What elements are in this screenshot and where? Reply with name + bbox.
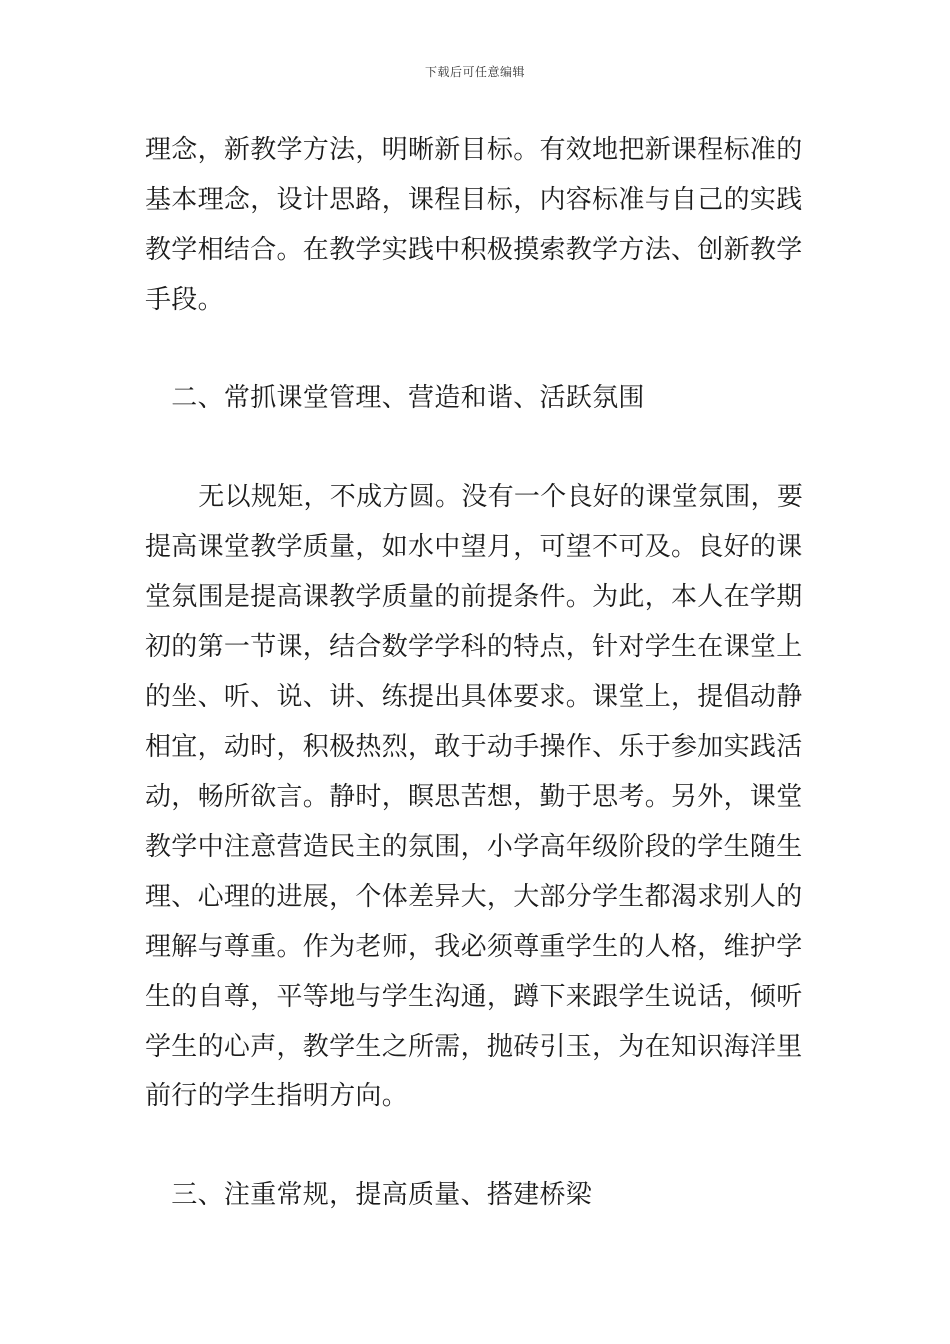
- paragraph-line: 教学中注意营造民主的氛围，小学高年级阶段的学生随生: [145, 832, 803, 862]
- paragraph-line: 理解与尊重。作为老师，我必须尊重学生的人格，维护学: [145, 932, 803, 962]
- paragraph-line: 的坐、听、说、讲、练提出具体要求。课堂上，提倡动静: [145, 682, 803, 712]
- paragraph-line: 理、心理的进展，个体差异大，大部分学生都渴求别人的: [145, 882, 803, 912]
- section-heading: 二、常抓课堂管理、营造和谐、活跃氛围: [145, 383, 645, 413]
- paragraph-line: 提高课堂教学质量，如水中望月，可望不可及。良好的课: [145, 532, 803, 562]
- paragraph-line: 学生的心声，教学生之所需，抛砖引玉，为在知识海洋里: [145, 1032, 803, 1062]
- paragraph-line: 相宜，动时，积极热烈，敢于动手操作、乐于参加实践活: [145, 732, 803, 762]
- paragraph-line: 理念，新教学方法，明晰新目标。有效地把新课程标准的: [145, 135, 803, 165]
- section-heading: 三、注重常规，提高质量、搭建桥梁: [145, 1180, 593, 1210]
- paragraph-line: 教学相结合。在教学实践中积极摸索教学方法、创新教学: [145, 235, 803, 265]
- paragraph-line: 手段。: [145, 285, 224, 315]
- paragraph-line: 初的第一节课，结合数学学科的特点，针对学生在课堂上: [145, 632, 803, 662]
- page-header: 下载后可任意编辑: [424, 65, 525, 79]
- paragraph-line: 动，畅所欲言。静时，瞑思苦想，勤于思考。另外，课堂: [145, 782, 803, 812]
- paragraph-line: 堂氛围是提高课教学质量的前提条件。为此，本人在学期: [145, 582, 803, 612]
- paragraph-line: 生的自尊，平等地与学生沟通，蹲下来跟学生说话，倾听: [145, 982, 803, 1012]
- paragraph-line: 无以规矩，不成方圆。没有一个良好的课堂氛围，要: [172, 482, 804, 512]
- paragraph-line: 基本理念，设计思路，课程目标，内容标准与自己的实践: [145, 185, 803, 215]
- paragraph-line: 前行的学生指明方向。: [145, 1081, 409, 1111]
